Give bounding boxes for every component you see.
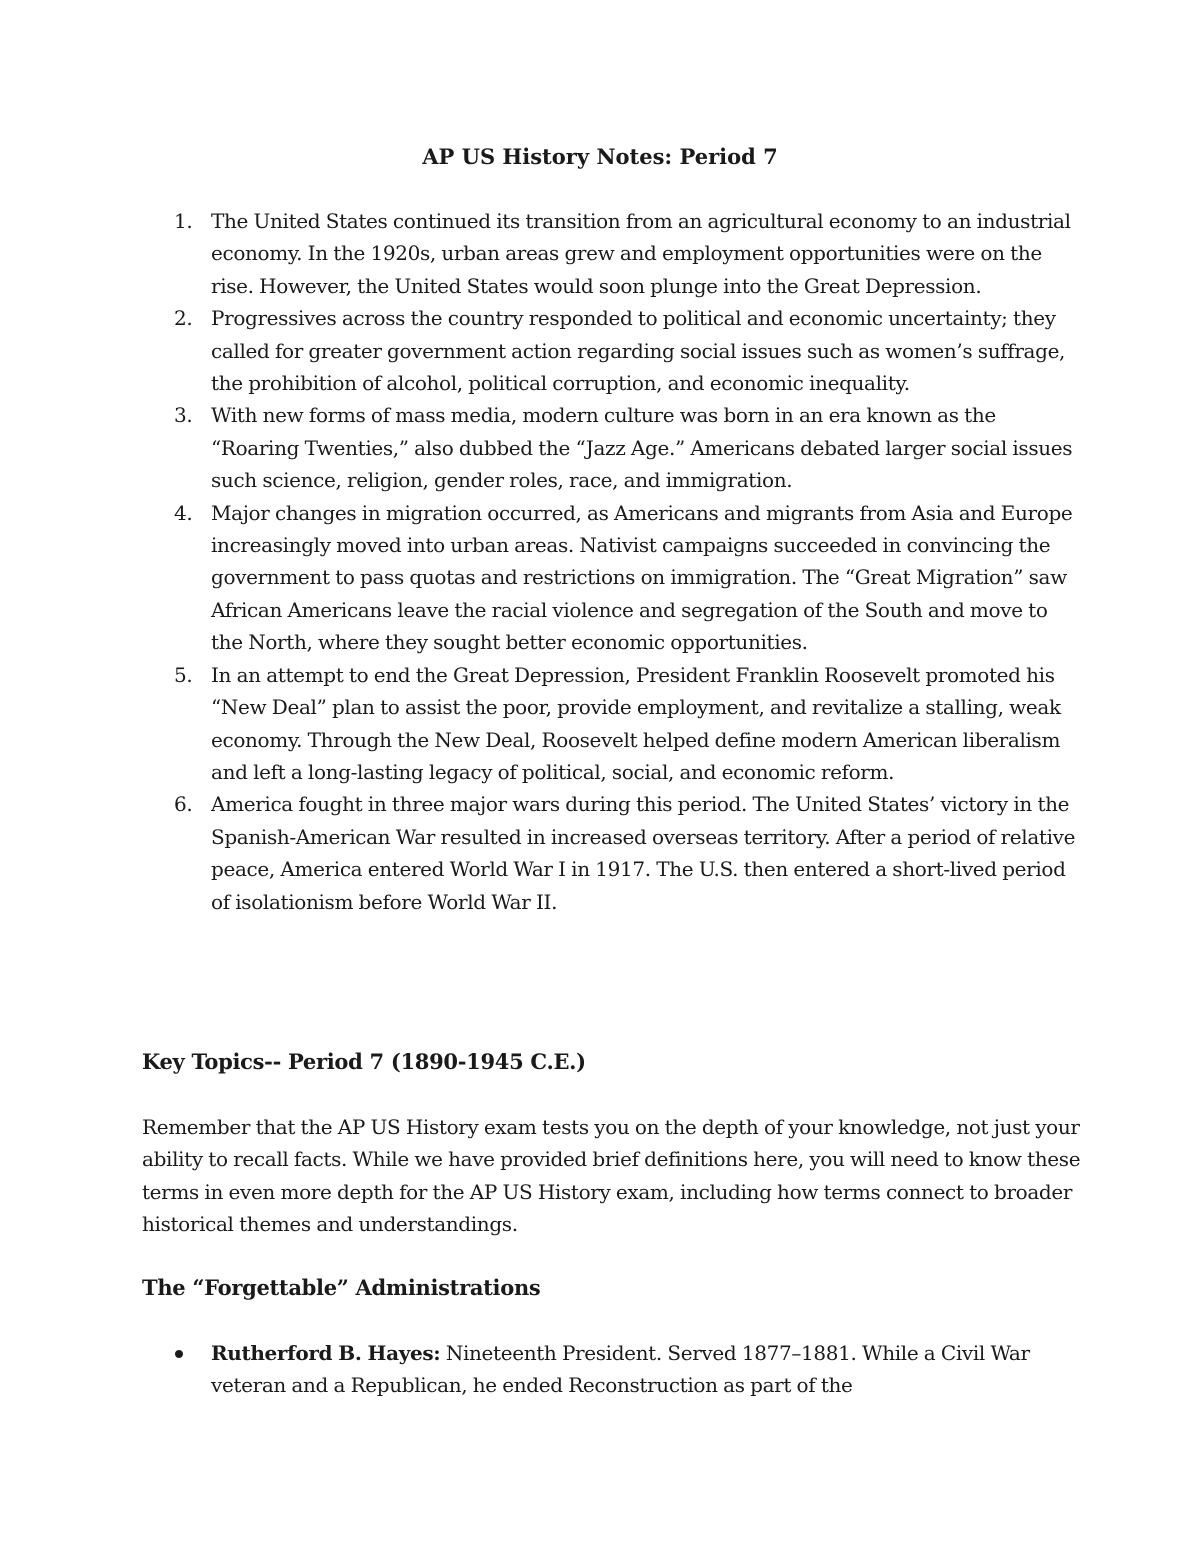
page-title: AP US History Notes: Period 7 <box>422 144 778 169</box>
list-item-text: America fought in three major wars during this period. The United States’ victory in the Spanish-American War resulted in increased overseas territory. After a period of relative peace, America entered World War I in 1917. The U.S. then entered a short-lived period of isolationism before World War II. <box>211 792 1076 914</box>
list-item-number: 6. <box>174 792 193 817</box>
list-item <box>174 788 1081 918</box>
list-item-text: Progressives across the country responded to political and economic uncertainty; they called for greater government action regarding social issues such as women’s suffrage, the prohibition of alcohol, political corruption, and economic inequality. <box>211 306 1066 396</box>
intro-paragraph: Remember that the AP US History exam tests you on the depth of your knowledge, not just your ability to recall facts. While we have provided brief definitions here, you will need to know these terms in even more depth for the AP US History exam, including how terms connect to broader historical themes and understandings. <box>142 1115 1081 1237</box>
list-item-number: 5. <box>174 662 193 687</box>
list-item-text: In an attempt to end the Great Depression, President Franklin Roosevelt promoted his “New Deal” plan to assist the poor, provide employment, and revitalize a stalling, weak economy. Through the New Deal, Roosevelt helped define modern American liberalism and left a long-lasting legacy of political, social, and economic reform. <box>211 662 1061 784</box>
topic-item <box>211 1337 1081 1402</box>
list-item <box>174 497 1081 659</box>
topic-list <box>211 1337 1081 1402</box>
list-item-text: The United States continued its transition from an agricultural economy to an industrial economy. In the 1920s, urban areas grew and employment opportunities were on the rise. However, the United States would soon plunge into the Great Depression. <box>211 209 1071 298</box>
bullet-icon <box>175 1350 183 1358</box>
list-item <box>174 205 1081 302</box>
topic-text: Nineteenth President. Served 1877–1881. While a Civil War veteran and a Republican, he ended Reconstruction as part of the <box>211 1341 1030 1398</box>
list-item-text: With new forms of mass media, modern culture was born in an era known as the “Roaring Twenties,” also dubbed the “Jazz Age.” Americans debated larger social issues such science, religion, gender roles, race, and immigration. <box>211 403 1073 493</box>
list-item <box>174 302 1081 399</box>
topic-term: Rutherford B. Hayes: <box>211 1341 441 1365</box>
list-item-number: 4. <box>174 500 193 525</box>
list-item-text: Major changes in migration occurred, as Americans and migrants from Asia and Europe increasingly moved into urban areas. Nativist campaigns succeeded in convincing the government to pass quotas and restrictions on immigration. The “Great Migration” saw African Americans leave the racial violence and segregation of the South and move to the North, where they sought better economic opportunities. <box>211 500 1073 655</box>
summary-list <box>174 205 1081 918</box>
list-item-number: 1. <box>174 209 193 233</box>
list-item-number: 3. <box>174 403 193 428</box>
list-item <box>174 399 1081 496</box>
subsection-heading: The “Forgettable” Administrations <box>142 1275 541 1300</box>
list-item-number: 2. <box>174 306 193 331</box>
key-topics-heading: Key Topics-- Period 7 (1890-1945 C.E.) <box>142 1049 586 1074</box>
list-item <box>174 659 1081 789</box>
